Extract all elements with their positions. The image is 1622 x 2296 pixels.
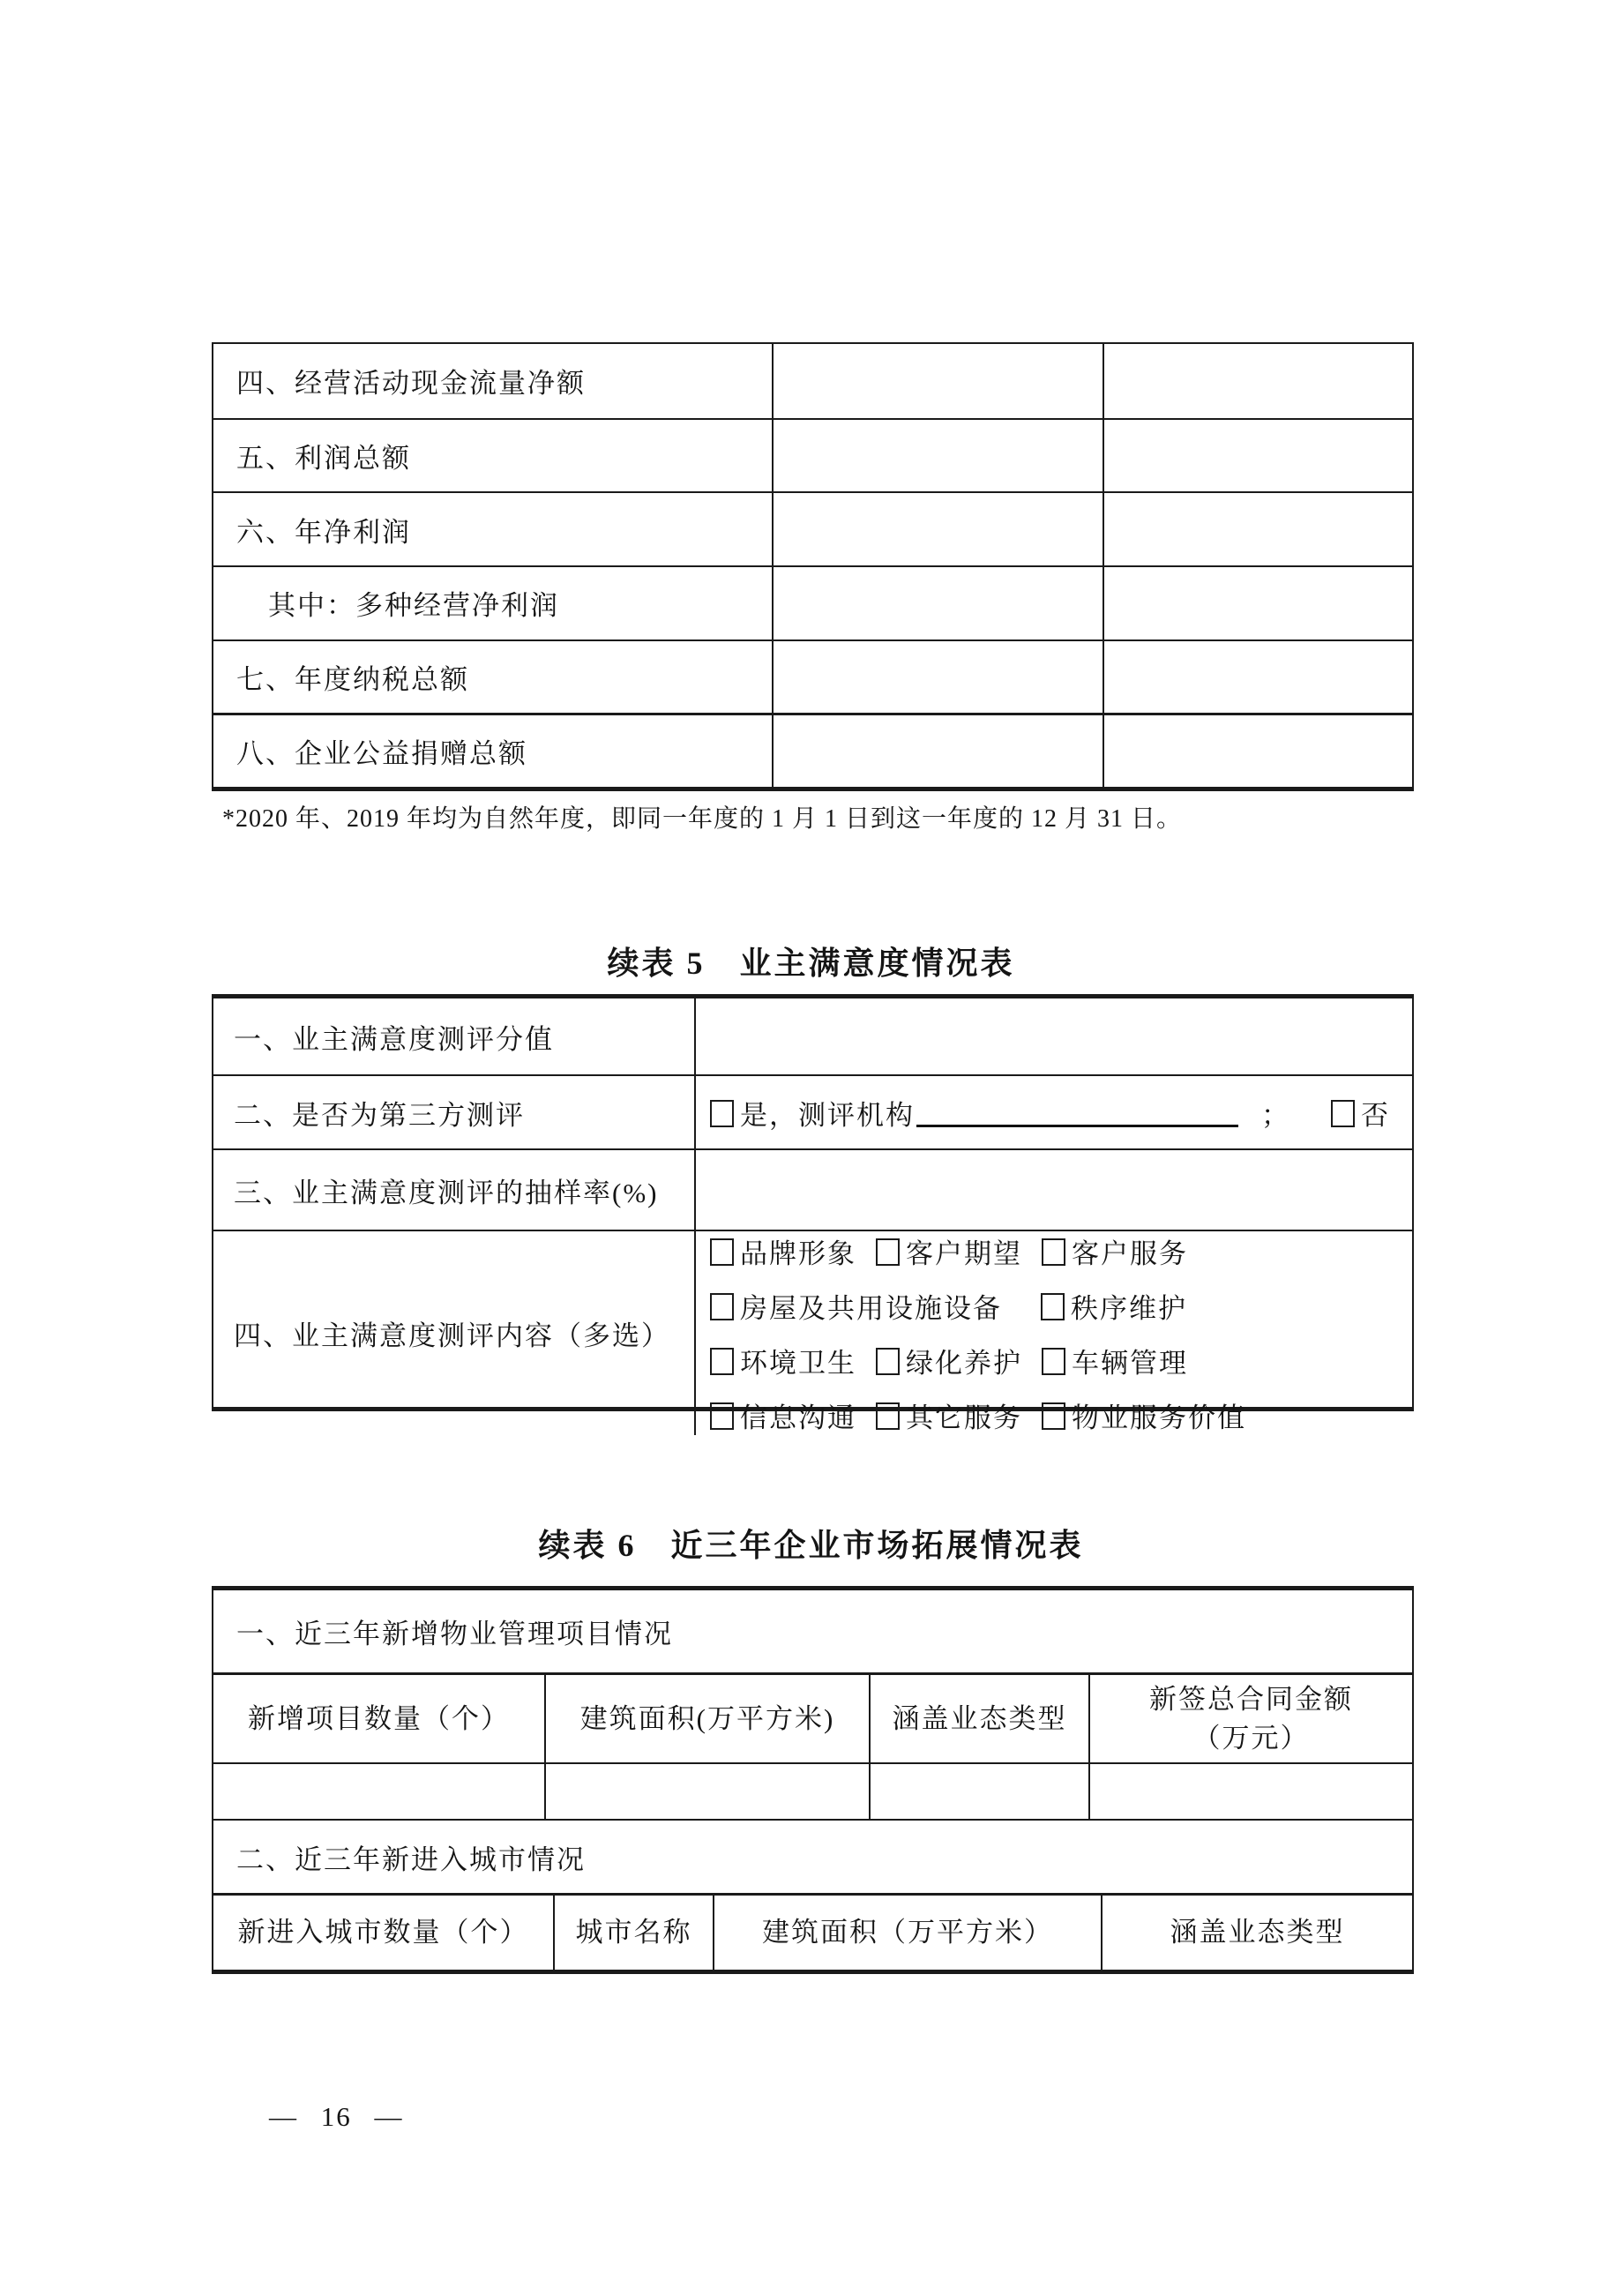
option [876, 1395, 1022, 1435]
row-label: 七、年度纳税总额 [213, 641, 774, 714]
checkbox-icon[interactable] [1042, 1238, 1065, 1266]
table-row [213, 1148, 1412, 1230]
column-header: 建筑面积(万平方米) [546, 1675, 871, 1762]
market-expansion-table [212, 1586, 1414, 1974]
option-line [710, 1341, 1412, 1380]
header-row [213, 1893, 1412, 1970]
option-label: 其它服务 [906, 1402, 1022, 1433]
option-label: 物业服务价值 [1072, 1402, 1246, 1433]
row-label: 六、年净利润 [213, 493, 774, 565]
option-label: 品牌形象 [740, 1238, 856, 1269]
column-header-line: （万元） [1192, 1722, 1310, 1754]
option [1041, 1286, 1187, 1326]
checkbox-icon[interactable] [876, 1402, 900, 1430]
survey-options-cell [696, 1231, 1412, 1435]
table-row [213, 713, 1412, 787]
checkbox-icon[interactable] [876, 1348, 900, 1375]
section-row: 一、近三年新增物业管理项目情况 [236, 1619, 673, 1649]
checkbox-icon[interactable] [1041, 1293, 1065, 1320]
checkbox-icon[interactable] [710, 1100, 734, 1127]
column-header: 新增项目数量（个） [213, 1675, 546, 1762]
row-label: 其中：多种经营净利润 [213, 567, 774, 639]
option [1042, 1231, 1188, 1271]
option-line [710, 1395, 1412, 1435]
table-row [213, 639, 1412, 714]
option-label: 秩序维护 [1071, 1293, 1187, 1324]
option-label: 环境卫生 [740, 1348, 856, 1379]
empty-cell[interactable] [774, 493, 1104, 565]
column-header: 新进入城市数量（个） [213, 1896, 555, 1970]
option [876, 1341, 1022, 1380]
empty-cell[interactable] [774, 641, 1104, 714]
no-option-group [1331, 1093, 1390, 1133]
separator-text: ； [1261, 1099, 1290, 1131]
table-row [213, 491, 1412, 565]
fill-in-blank[interactable] [916, 1097, 1238, 1127]
row-label: 四、业主满意度测评内容（多选） [213, 1231, 696, 1435]
table6-heading: 续表 6 近三年企业市场拓展情况表 [538, 1528, 1084, 1563]
option-label: 客户期望 [906, 1238, 1022, 1269]
empty-cell[interactable] [213, 1764, 546, 1819]
empty-cell[interactable] [546, 1764, 871, 1819]
option-line [710, 1286, 1412, 1326]
row-label: 四、经营活动现金流量净额 [213, 344, 774, 418]
data-row [213, 1762, 1412, 1819]
empty-cell[interactable] [1104, 567, 1412, 639]
empty-cell[interactable] [696, 1150, 1412, 1230]
section-row: 二、近三年新进入城市情况 [213, 1819, 1412, 1893]
option [710, 1231, 856, 1271]
row-label: 八、企业公益捐赠总额 [213, 715, 774, 787]
third-party-choice-cell [696, 1076, 1412, 1148]
empty-cell[interactable] [774, 420, 1104, 492]
row-label: 三、业主满意度测评的抽样率(%) [213, 1150, 696, 1230]
column-header-line: 新签总合同金额 [1149, 1684, 1353, 1716]
option [1042, 1395, 1246, 1435]
column-header: 涵盖业态类型 [871, 1675, 1090, 1762]
column-header [1090, 1675, 1412, 1762]
header-row [213, 1672, 1412, 1762]
empty-cell[interactable] [1104, 493, 1412, 565]
row-label: 一、业主满意度测评分值 [213, 998, 696, 1074]
column-header: 建筑面积（万平方米） [714, 1896, 1103, 1970]
table5-heading: 续表 5 业主满意度情况表 [607, 946, 1015, 981]
option [1042, 1341, 1188, 1380]
option [710, 1395, 856, 1435]
checkbox-icon[interactable] [876, 1238, 900, 1266]
checkbox-icon[interactable] [1042, 1348, 1065, 1375]
empty-cell[interactable] [1090, 1764, 1412, 1819]
checkbox-icon[interactable] [1042, 1402, 1065, 1430]
option-label: 信息沟通 [740, 1402, 856, 1433]
option-label: 房屋及共用设施设备 [740, 1293, 1002, 1324]
checkbox-icon[interactable] [710, 1402, 734, 1430]
option-label: 绿化养护 [906, 1348, 1022, 1379]
checkbox-icon[interactable] [1331, 1100, 1355, 1127]
empty-cell[interactable] [871, 1764, 1090, 1819]
option [710, 1286, 1002, 1326]
page-number: — 16 — [269, 2101, 404, 2132]
table-row [213, 344, 1412, 418]
table-row [213, 998, 1412, 1074]
footnote: *2020 年、2019 年均为自然年度，即同一年度的 1 月 1 日到这一年度的 12 月 31 日。 [222, 805, 1183, 833]
empty-cell[interactable] [696, 998, 1412, 1074]
empty-cell[interactable] [1104, 344, 1412, 418]
option-line [710, 1231, 1412, 1271]
empty-cell[interactable] [1104, 715, 1412, 787]
empty-cell[interactable] [1104, 420, 1412, 492]
option-label: 客户服务 [1072, 1238, 1188, 1269]
yes-option-label: 是，测评机构 [740, 1099, 915, 1131]
satisfaction-table [212, 994, 1414, 1433]
empty-cell[interactable] [1104, 641, 1412, 714]
no-option-label: 否 [1361, 1099, 1390, 1131]
empty-cell[interactable] [774, 715, 1104, 787]
table-row [213, 418, 1412, 492]
option [876, 1231, 1022, 1271]
row-label: 二、是否为第三方测评 [213, 1076, 696, 1148]
checkbox-icon[interactable] [710, 1238, 734, 1266]
option-label: 车辆管理 [1072, 1348, 1188, 1379]
row-label: 五、利润总额 [213, 420, 774, 492]
column-header: 城市名称 [555, 1896, 714, 1970]
financial-table [212, 342, 1414, 791]
empty-cell[interactable] [774, 567, 1104, 639]
table-row [213, 1074, 1412, 1148]
table-row [213, 565, 1412, 639]
empty-cell[interactable] [774, 344, 1104, 418]
table-row [213, 1230, 1412, 1435]
checkbox-icon[interactable] [710, 1293, 734, 1320]
checkbox-icon[interactable] [710, 1348, 734, 1375]
column-header: 涵盖业态类型 [1170, 1917, 1345, 1948]
option [710, 1341, 856, 1380]
